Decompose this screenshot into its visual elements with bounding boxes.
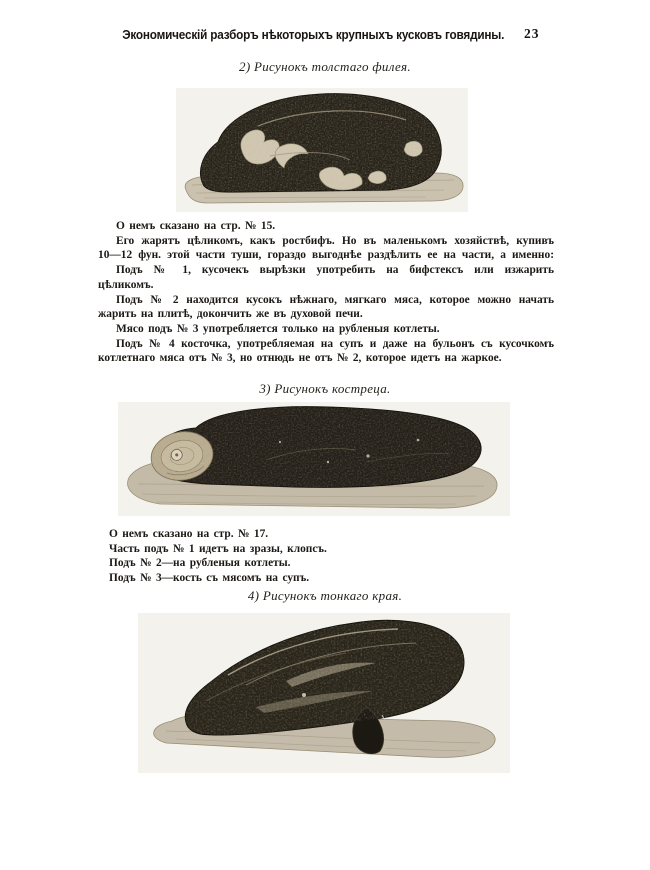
thick-fillet-engraving-icon [174,86,470,214]
text-line: жарить на плитѣ, докончить же въ духовой печи. [98,308,363,321]
rump-text [98,527,554,586]
text-line: Подъ № 4 косточка, употребляемая на супъ и даже на бульонъ съ кусочкомъ [116,337,554,350]
section-heading-thin-edge: 4) Рисунокъ тонкаго края. [247,588,403,603]
running-header [98,26,528,44]
text-line: 10—12 фун. этой части туши, гораздо выгоднѣе раздѣлить ее на части, а именно: [98,249,554,262]
page-number: 23 [524,26,540,41]
thin-edge-engraving-icon [136,611,512,775]
text-line: котлетнаго мяса отъ № 3, но отнюдь не отъ № 2, которое идетъ на жаркое. [98,352,502,365]
text-line: Подъ № 1, кусочекъ вырѣзки употребить на бифстексъ или изжарить [116,264,554,277]
thick-fillet-text [98,219,554,366]
text-line: О немъ сказано на стр. № 15. [116,220,276,232]
text-line: цѣликомъ. [98,278,154,291]
text-line: О немъ сказано на стр. № 17. [109,528,269,540]
text-line: Его жарятъ цѣликомъ, какъ ростбифъ. Но въ маленькомъ хозяйствѣ, купивъ [116,234,554,247]
text-line: Часть подъ № 1 идетъ на зразы, клопсъ. [109,542,327,555]
section-heading-rump: 3) Рисунокъ костреца. [259,381,391,396]
rump-engraving-icon [116,400,512,518]
text-line: Мясо подъ № 3 употребляется только на рубленыя котлеты. [116,322,440,335]
running-header-title: Экономическій разборъ нѣкоторыхъ крупныхъ кусковъ говядины. [121,28,505,42]
text-line: Подъ № 2 находится кусокъ нѣжнаго, мягкаго мяса, которое можно начать [116,293,554,306]
text-line: Подъ № 2—на рубленыя котлеты. [109,557,291,570]
section-heading-thick-fillet: 2) Рисунокъ толстаго филея. [239,59,411,74]
text-line: Подъ № 3—кость съ мясомъ на супъ. [109,572,310,585]
